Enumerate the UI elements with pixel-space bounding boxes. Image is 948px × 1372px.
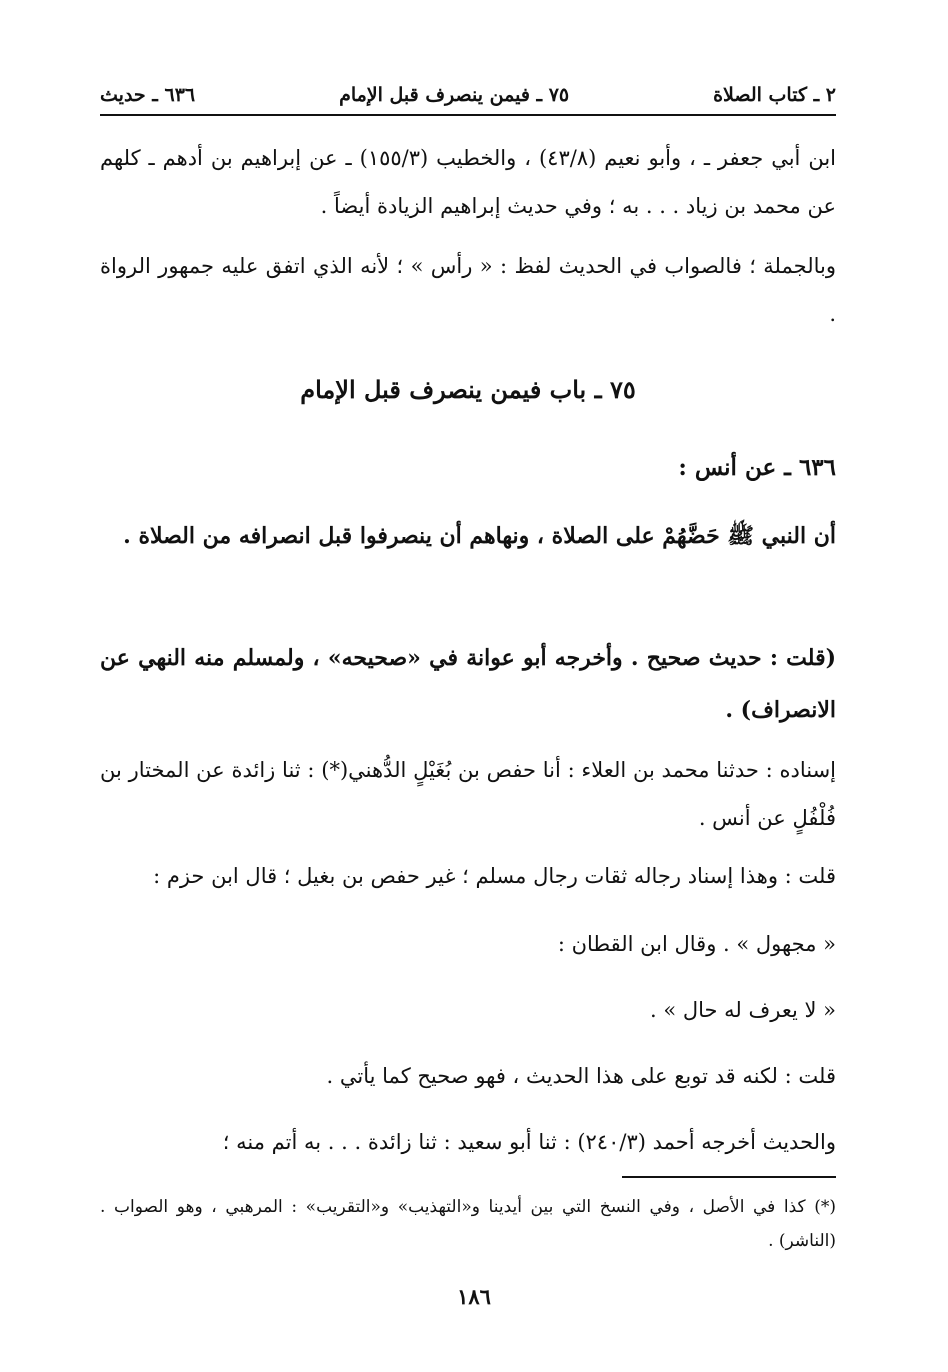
header-divider [100, 114, 836, 116]
paragraph-conclusion: وبالجملة ؛ فالصواب في الحديث لفظ : « رأس » ؛ لأنه الذي اتفق عليه جمهور الرواة . [100, 254, 836, 326]
hadith-number: ٦٣٦ ـ عن أنس : [678, 454, 836, 481]
isnad-paragraph: إسناده : حدثنا محمد بن العلاء : أنا حفص بن بُغَيْلٍ الدُّهني(*) : ثنا زائدة عن المختار بن فُلْفُلٍ عن أنس . [100, 758, 836, 830]
page-number: ١٨٦ [457, 1284, 491, 1309]
footnote-divider [622, 1176, 836, 1178]
quote-line-unknown: « مجهول » . وقال ابن القطان : [557, 932, 836, 956]
header-hadith-number: ٦٣٦ ـ حديث [100, 84, 196, 106]
header-book-title: ٢ ـ كتاب الصلاة [713, 84, 836, 106]
running-header [100, 78, 836, 112]
grading-comment: (قلت : حديث صحيح . وأخرجه أبو عوانة في «صحيحه» ، ولمسلم منه النهي عن الانصراف) . [100, 645, 836, 723]
paragraph-sources: ابن أبي جعفر ـ ، وأبو نعيم (٤٣/٨) ، والخطيب (١٥٥/٣) ـ عن إبراهيم بن أدهم ـ كلهم عن محمد بن زياد . . . به ؛ وفي حديث إبراهيم الزيادة أيضاً . [100, 146, 836, 218]
quote-line-status: « لا يعرف له حال » . [649, 998, 836, 1022]
commentary-line-corroboration: قلت : لكنه قد توبع على هذا الحديث ، فهو صحيح كما يأتي . [326, 1064, 836, 1088]
hadith-text: أن النبي ﷺ حَضَّهُمْ على الصلاة ، ونهاهم أن ينصرفوا قبل انصرافه من الصلاة . [123, 523, 836, 549]
reference-line: والحديث أخرجه أحمد (٢٤٠/٣) : ثنا أبو سعيد : ثنا زائدة . . . به أتم منه ؛ [222, 1130, 836, 1154]
commentary-line: قلت : وهذا إسناد رجاله ثقات رجال مسلم ؛ غير حفص بن بغيل ؛ قال ابن حزم : [153, 864, 836, 888]
chapter-heading: ٧٥ ـ باب فيمن ينصرف قبل الإمام [300, 375, 636, 404]
footnote: (*) كذا في الأصل ، وفي النسخ التي بين أيدينا و«التهذيب» و«التقريب» : المرهبي ، وهو الصواب . (الناشر) . [100, 1197, 836, 1251]
header-chapter-title: ٧٥ ـ فيمن ينصرف قبل الإمام [339, 84, 570, 106]
